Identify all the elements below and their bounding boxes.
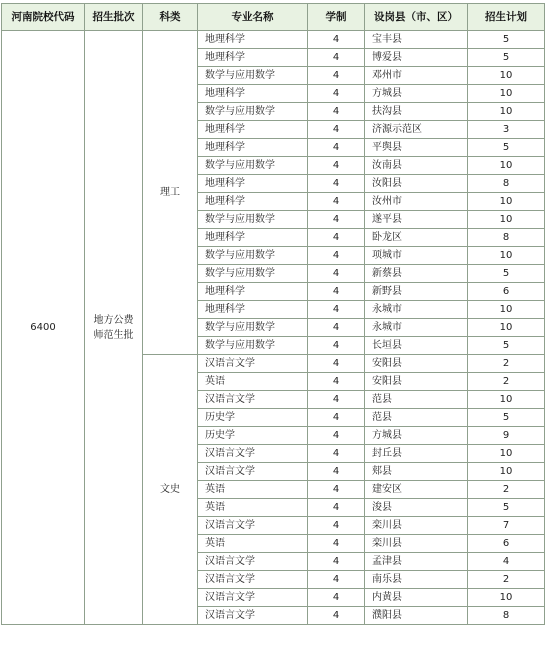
years-cell: 4 <box>308 337 365 355</box>
county-cell: 长垣县 <box>365 337 468 355</box>
major-cell: 数学与应用数学 <box>198 265 308 283</box>
years-cell: 4 <box>308 157 365 175</box>
plan-cell: 5 <box>468 265 545 283</box>
table-row <box>2 31 545 49</box>
major-cell: 历史学 <box>198 427 308 445</box>
years-cell: 4 <box>308 319 365 337</box>
major-cell: 汉语言文学 <box>198 391 308 409</box>
plan-cell: 10 <box>468 319 545 337</box>
plan-cell: 10 <box>468 85 545 103</box>
plan-cell: 3 <box>468 121 545 139</box>
major-cell: 汉语言文学 <box>198 607 308 625</box>
major-cell: 地理科学 <box>198 49 308 67</box>
years-cell: 4 <box>308 589 365 607</box>
years-cell: 4 <box>308 301 365 319</box>
plan-cell: 10 <box>468 211 545 229</box>
plan-cell: 6 <box>468 283 545 301</box>
plan-cell: 8 <box>468 607 545 625</box>
major-cell: 数学与应用数学 <box>198 157 308 175</box>
plan-cell: 10 <box>468 391 545 409</box>
major-cell: 汉语言文学 <box>198 571 308 589</box>
major-cell: 汉语言文学 <box>198 463 308 481</box>
county-cell: 遂平县 <box>365 211 468 229</box>
table-header-row <box>2 4 545 31</box>
plan-cell: 7 <box>468 517 545 535</box>
plan-cell: 10 <box>468 103 545 121</box>
county-cell: 汝阳县 <box>365 175 468 193</box>
admission-plan-table <box>1 3 545 625</box>
years-cell: 4 <box>308 211 365 229</box>
major-cell: 英语 <box>198 499 308 517</box>
plan-cell: 5 <box>468 49 545 67</box>
years-cell: 4 <box>308 247 365 265</box>
plan-cell: 2 <box>468 481 545 499</box>
major-cell: 汉语言文学 <box>198 355 308 373</box>
years-cell: 4 <box>308 265 365 283</box>
plan-cell: 10 <box>468 589 545 607</box>
major-cell: 地理科学 <box>198 229 308 247</box>
county-cell: 濮阳县 <box>365 607 468 625</box>
major-cell: 英语 <box>198 535 308 553</box>
county-cell: 新野县 <box>365 283 468 301</box>
plan-cell: 10 <box>468 301 545 319</box>
county-cell: 封丘县 <box>365 445 468 463</box>
major-cell: 数学与应用数学 <box>198 67 308 85</box>
years-cell: 4 <box>308 607 365 625</box>
major-cell: 地理科学 <box>198 193 308 211</box>
years-cell: 4 <box>308 391 365 409</box>
category-cell: 理工 <box>143 31 198 355</box>
major-cell: 英语 <box>198 481 308 499</box>
plan-cell: 6 <box>468 535 545 553</box>
county-cell: 范县 <box>365 391 468 409</box>
major-cell: 地理科学 <box>198 175 308 193</box>
major-cell: 地理科学 <box>198 139 308 157</box>
county-cell: 汝州市 <box>365 193 468 211</box>
header-years: 学制 <box>308 4 365 31</box>
plan-cell: 4 <box>468 553 545 571</box>
table-body <box>2 31 545 625</box>
years-cell: 4 <box>308 175 365 193</box>
header-major: 专业名称 <box>198 4 308 31</box>
years-cell: 4 <box>308 445 365 463</box>
years-cell: 4 <box>308 571 365 589</box>
county-cell: 平舆县 <box>365 139 468 157</box>
years-cell: 4 <box>308 283 365 301</box>
header-plan: 招生计划 <box>468 4 545 31</box>
plan-cell: 2 <box>468 571 545 589</box>
major-cell: 汉语言文学 <box>198 517 308 535</box>
admission-plan-table-wrapper <box>1 3 544 625</box>
county-cell: 南乐县 <box>365 571 468 589</box>
county-cell: 安阳县 <box>365 373 468 391</box>
major-cell: 数学与应用数学 <box>198 211 308 229</box>
major-cell: 数学与应用数学 <box>198 319 308 337</box>
years-cell: 4 <box>308 553 365 571</box>
plan-cell: 8 <box>468 175 545 193</box>
plan-cell: 10 <box>468 193 545 211</box>
county-cell: 郏县 <box>365 463 468 481</box>
plan-cell: 5 <box>468 337 545 355</box>
years-cell: 4 <box>308 49 365 67</box>
years-cell: 4 <box>308 67 365 85</box>
plan-cell: 8 <box>468 229 545 247</box>
plan-cell: 2 <box>468 373 545 391</box>
county-cell: 范县 <box>365 409 468 427</box>
major-cell: 汉语言文学 <box>198 589 308 607</box>
plan-cell: 10 <box>468 67 545 85</box>
plan-cell: 10 <box>468 157 545 175</box>
county-cell: 方城县 <box>365 427 468 445</box>
county-cell: 济源示范区 <box>365 121 468 139</box>
years-cell: 4 <box>308 103 365 121</box>
county-cell: 栾川县 <box>365 535 468 553</box>
years-cell: 4 <box>308 229 365 247</box>
plan-cell: 10 <box>468 445 545 463</box>
county-cell: 邓州市 <box>365 67 468 85</box>
county-cell: 安阳县 <box>365 355 468 373</box>
major-cell: 地理科学 <box>198 85 308 103</box>
years-cell: 4 <box>308 499 365 517</box>
batch-cell: 地方公费师范生批 <box>85 31 143 625</box>
years-cell: 4 <box>308 517 365 535</box>
major-cell: 历史学 <box>198 409 308 427</box>
major-cell: 数学与应用数学 <box>198 247 308 265</box>
plan-cell: 10 <box>468 463 545 481</box>
header-batch: 招生批次 <box>85 4 143 31</box>
header-category: 科类 <box>143 4 198 31</box>
category-cell: 文史 <box>143 355 198 625</box>
county-cell: 方城县 <box>365 85 468 103</box>
plan-cell: 2 <box>468 355 545 373</box>
years-cell: 4 <box>308 427 365 445</box>
years-cell: 4 <box>308 481 365 499</box>
years-cell: 4 <box>308 463 365 481</box>
county-cell: 内黄县 <box>365 589 468 607</box>
major-cell: 数学与应用数学 <box>198 337 308 355</box>
major-cell: 汉语言文学 <box>198 553 308 571</box>
header-school-code: 河南院校代码 <box>2 4 85 31</box>
school-code-cell: 6400 <box>2 31 85 625</box>
major-cell: 数学与应用数学 <box>198 103 308 121</box>
plan-cell: 10 <box>468 247 545 265</box>
years-cell: 4 <box>308 373 365 391</box>
county-cell: 栾川县 <box>365 517 468 535</box>
years-cell: 4 <box>308 85 365 103</box>
header-county: 设岗县（市、区） <box>365 4 468 31</box>
major-cell: 地理科学 <box>198 283 308 301</box>
county-cell: 扶沟县 <box>365 103 468 121</box>
plan-cell: 5 <box>468 499 545 517</box>
county-cell: 新蔡县 <box>365 265 468 283</box>
plan-cell: 5 <box>468 409 545 427</box>
major-cell: 英语 <box>198 373 308 391</box>
years-cell: 4 <box>308 31 365 49</box>
county-cell: 永城市 <box>365 319 468 337</box>
years-cell: 4 <box>308 139 365 157</box>
years-cell: 4 <box>308 409 365 427</box>
plan-cell: 5 <box>468 139 545 157</box>
years-cell: 4 <box>308 535 365 553</box>
county-cell: 宝丰县 <box>365 31 468 49</box>
plan-cell: 9 <box>468 427 545 445</box>
major-cell: 汉语言文学 <box>198 445 308 463</box>
major-cell: 地理科学 <box>198 121 308 139</box>
county-cell: 孟津县 <box>365 553 468 571</box>
county-cell: 项城市 <box>365 247 468 265</box>
major-cell: 地理科学 <box>198 301 308 319</box>
major-cell: 地理科学 <box>198 31 308 49</box>
county-cell: 博爱县 <box>365 49 468 67</box>
years-cell: 4 <box>308 355 365 373</box>
county-cell: 永城市 <box>365 301 468 319</box>
county-cell: 建安区 <box>365 481 468 499</box>
county-cell: 浚县 <box>365 499 468 517</box>
county-cell: 汝南县 <box>365 157 468 175</box>
county-cell: 卧龙区 <box>365 229 468 247</box>
plan-cell: 5 <box>468 31 545 49</box>
years-cell: 4 <box>308 121 365 139</box>
years-cell: 4 <box>308 193 365 211</box>
